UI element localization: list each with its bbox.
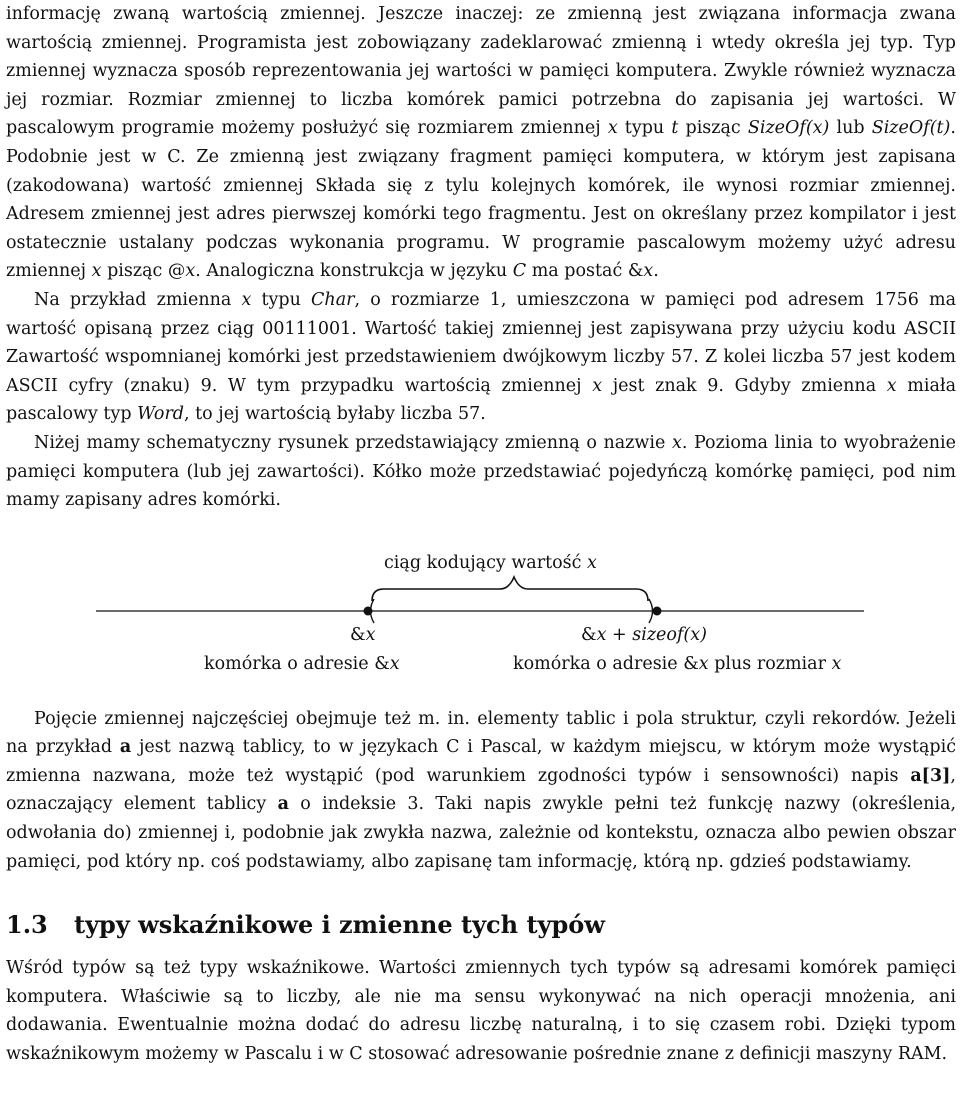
caption-right: komórka o adresie &x plus rozmiar x: [513, 653, 842, 674]
address-right: &x + sizeof(x): [581, 624, 707, 645]
brace-label: ciąg kodujący wartość x: [384, 552, 597, 573]
document-page: [6, 0, 956, 1069]
section-spacer: [6, 876, 956, 910]
paragraph-diagram-intro: Niżej mamy schematyczny rysunek przedstawiający zmienną o nazwie x. Pozioma linia to wyobrażenie pamięci komputera (lub jej zawartości). Kółko może przedstawiać pojedyńczą komórkę pamięci, pod nim mamy zapisany adres komórki.: [6, 432, 956, 511]
paragraph-char-example: Na przykład zmienna x typu Char, o rozmiarze 1, umieszczona w pamięci pod adresem 1756 ma wartość opisaną przez ciąg 00111001. Wartość takiej zmiennej jest zapisywana przy użyciu kodu ASCII Zawartość wspomnianej komórki jest przedstawieniem dwójkowym liczby 57. Z kolei liczba 57 jest kodem ASCII cyfry (znaku) 9. W tym przypadku wartością zmiennej x jest znak 9. Gdyby zmienna x miała pascalowy typ Word, to jej wartością byłaby liczba 57.: [6, 289, 956, 425]
figure-spacer: [6, 685, 956, 705]
paragraph-variable-definition: informację zwaną wartością zmiennej. Jeszcze inaczej: ze zmienną jest związana informacja zwana wartością zmiennej. Programista jest zobowiązany zadeklarować zmienną i wtedy określa jej typ. Typ zmiennej wyznacza sposób reprezentowania jej wartości w pamięci komputera. Zwykle również wyznacza jej rozmiar. Rozmiar zmiennej to liczba komórek pamici potrzebna do zapisania jej wartości. W pascalowym programie możemy posłużyć się rozmiarem zmiennej x typu t pisząc SizeOf(x) lub SizeOf(t). Podobnie jest w C. Ze zmienną jest związany fragment pamięci komputera, w którym jest zapisana (zakodowana) wartość zmiennej Składa się z tylu kolejnych komórek, ile wynosi rozmiar zmiennej. Adresem zmiennej jest adres pierwszej komórki tego fragmentu. Jest on określany przez kompilator i jest ostatecznie ustalany podczas wykonania programu. W programie pascalowym możemy użyć adresu zmiennej x pisząc @x. Analogiczna konstrukcja w języku C ma postać &x.: [6, 4, 956, 282]
section-heading: 1.3 typy wskaźnikowe i zmienne tych typów: [6, 910, 605, 940]
overbrace: [372, 577, 648, 601]
caption-left: komórka o adresie &x: [204, 653, 400, 674]
memory-cell-end: [653, 606, 662, 615]
paragraph-arrays-records: Pojęcie zmiennej najczęściej obejmuje też m. in. elementy tablic i pola struktur, czyli rekordów. Jeżeli na przykład a jest nazwą tablicy, to w językach C i Pascal, w każdym miejscu, w którym może wystąpić zmienna nazwana, może też wystąpić (pod warunkiem zgodności typów i sensowności) napis a[3], oznaczający element tablicy a o indeksie 3. Taki napis zwykle pełni też funkcję nazwy (określenia, odwołania do) zmiennej i, podobnie jak zwykła nazwa, zależnie od kontekstu, oznacza albo pewien obszar pamięci, pod który np. coś podstawiamy, albo zapisanę tam informację, którą np. gdzieś podstawiamy.: [6, 708, 957, 872]
memory-diagram: [6, 515, 956, 685]
address-left: &x: [350, 624, 376, 645]
paragraph-pointer-types: Wśród typów są też typy wskaźnikowe. Wartości zmiennych tych typów są adresami komórek pamięci komputera. Właściwie są to liczby, ale nie ma sensu wykonywać na nich operacji mnożenia, ani dodawania. Ewentualnie można dodać do adresu liczbę naturalną, i to się czasem robi. Dzięki typom wskaźnikowym możemy w Pascalu i w C stosować adresowanie pośrednie znane z definicji maszyny RAM.: [6, 958, 956, 1065]
heading-spacer: [6, 940, 956, 954]
